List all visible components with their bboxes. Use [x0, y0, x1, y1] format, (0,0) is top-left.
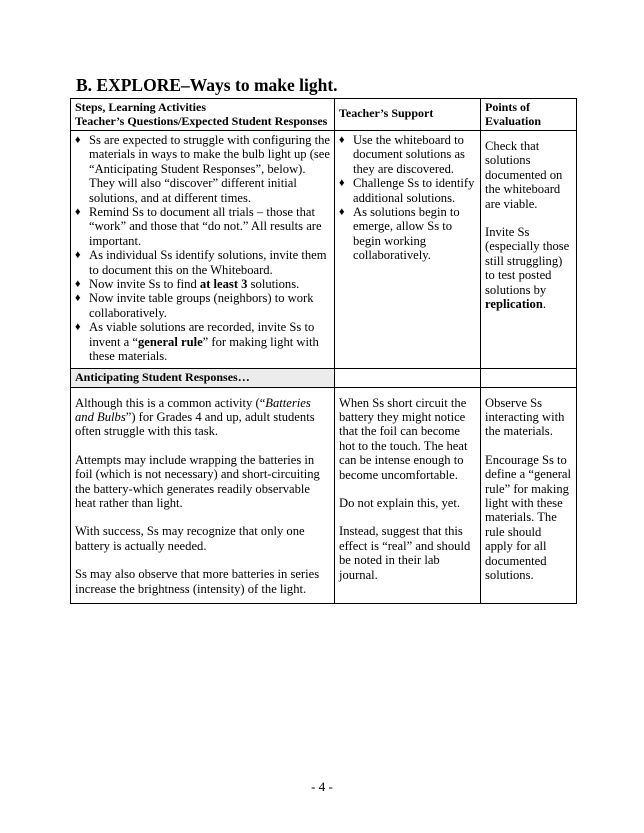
- activity-emphasis: at least 3: [199, 277, 248, 292]
- evaluation-cell: [481, 131, 577, 369]
- empty-cell: [335, 369, 481, 388]
- evaluation-text: Check that solutions documented on the whiteboard are viable.: [485, 139, 563, 211]
- activity-text: ” for making light with these materials.: [89, 334, 319, 364]
- responses-row: [71, 387, 577, 603]
- diamond-bullet-icon: ♦: [339, 206, 345, 219]
- evaluation-paragraph: Encourage Ss to define a “general rule” for making light with these materials. The rule should apply for all documented solutions.: [485, 452, 571, 582]
- support-paragraph: Do not explain this, yet.: [339, 495, 461, 510]
- support-paragraph: Instead, suggest that this effect is “real” and should be noted in their lab journal.: [339, 524, 471, 582]
- header-support: Teacher’s Support: [339, 106, 434, 120]
- response-paragraph: [75, 396, 330, 439]
- support-list: [339, 133, 476, 263]
- support-response-cell: [335, 387, 481, 603]
- support-text: Use the whiteboard to document solutions as they are discovered.: [353, 133, 465, 176]
- list-item: [339, 205, 476, 263]
- list-item: [75, 320, 330, 363]
- diamond-bullet-icon: ♦: [75, 321, 81, 334]
- diamond-bullet-icon: ♦: [339, 177, 345, 190]
- empty-cell: [481, 369, 577, 388]
- evaluation-response-cell: [481, 387, 577, 603]
- response-paragraph: Ss may also observe that more batteries in series increase the brightness (intensity) of the light.: [75, 567, 320, 596]
- diamond-bullet-icon: ♦: [75, 249, 81, 262]
- list-item: [75, 248, 330, 277]
- header-steps-line1: Steps, Learning Activities: [75, 100, 206, 114]
- header-row: [71, 99, 577, 131]
- evaluation-text: [485, 225, 572, 311]
- list-item: [75, 133, 330, 205]
- activity-text: Now invite table groups (neighbors) to work collaboratively.: [89, 291, 314, 320]
- evaluation-paragraph: Observe Ss interacting with the materials.: [485, 395, 565, 439]
- header-cell-steps: [71, 99, 335, 131]
- list-item: [75, 291, 330, 320]
- page-number: - 4 -: [311, 779, 333, 794]
- evaluation-text-part: .: [542, 297, 546, 312]
- diamond-bullet-icon: ♦: [339, 134, 345, 146]
- activities-cell: [71, 131, 335, 369]
- section-label: Anticipating Student Responses…: [71, 369, 334, 387]
- response-text: ”) for Grades 4 and up, adult students often struggle with this task.: [75, 409, 315, 439]
- section-heading: B. EXPLORE–Ways to make light.: [76, 75, 338, 95]
- section-label-cell: [71, 369, 335, 388]
- section-label-row: [71, 369, 577, 388]
- list-item: [339, 133, 476, 176]
- response-paragraph: With success, Ss may recognize that only one battery is actually needed.: [75, 524, 305, 553]
- header-eval-line1: Points of: [485, 100, 530, 114]
- support-text: As solutions begin to emerge, allow Ss to begin working collaboratively.: [353, 205, 460, 263]
- support-cell: [335, 131, 481, 369]
- list-item: [339, 176, 476, 205]
- diamond-bullet-icon: ♦: [75, 278, 81, 291]
- responses-cell: [71, 387, 335, 603]
- list-item: [75, 277, 330, 291]
- header-steps-line2: Teacher’s Questions/Expected Student Responses: [75, 113, 328, 128]
- support-text: Challenge Ss to identify additional solutions.: [353, 176, 475, 205]
- activity-title: Batteries and Bulbs: [75, 395, 311, 424]
- evaluation-text-part: Invite Ss (especially those still struggling) to test posted solutions by: [485, 225, 570, 297]
- list-item: [75, 205, 330, 248]
- activity-text: Now invite Ss to find: [89, 277, 200, 292]
- activity-list: [75, 133, 330, 364]
- evaluation-emphasis: replication: [485, 297, 543, 312]
- lesson-table: [70, 98, 577, 604]
- response-text: Although this is a common activity (“: [75, 395, 266, 410]
- header-cell-evaluation: [481, 99, 577, 131]
- support-paragraph: When Ss short circuit the battery they might notice that the foil can become hot to the touch. The heat can be intense enough to become uncomfortable.: [339, 395, 468, 482]
- activity-emphasis: general rule: [137, 334, 203, 349]
- diamond-bullet-icon: ♦: [75, 134, 81, 146]
- activity-text: solutions.: [247, 277, 300, 292]
- activities-row: [71, 131, 577, 369]
- header-cell-support: [335, 99, 481, 131]
- response-paragraph: Attempts may include wrapping the batteries in foil (which is not necessary) and short-circuiting the battery-which generates readily observable heat rather than light.: [75, 452, 320, 510]
- diamond-bullet-icon: ♦: [75, 292, 81, 305]
- header-eval-line2: Evaluation: [485, 113, 542, 128]
- activity-text: Remind Ss to document all trials – those that “work” and those that “do not.” All results are important.: [89, 205, 322, 248]
- activity-text: As viable solutions are recorded, invite Ss to invent a “: [89, 320, 315, 349]
- activity-text: As individual Ss identify solutions, invite them to document this on the Whiteboard.: [89, 248, 327, 277]
- diamond-bullet-icon: ♦: [75, 206, 81, 219]
- activity-text: Ss are expected to struggle with configuring the materials in ways to make the bulb light up (see “Anticipating Student Responses”, below). They will also “discover” different initial solutions, and at different times.: [89, 133, 330, 205]
